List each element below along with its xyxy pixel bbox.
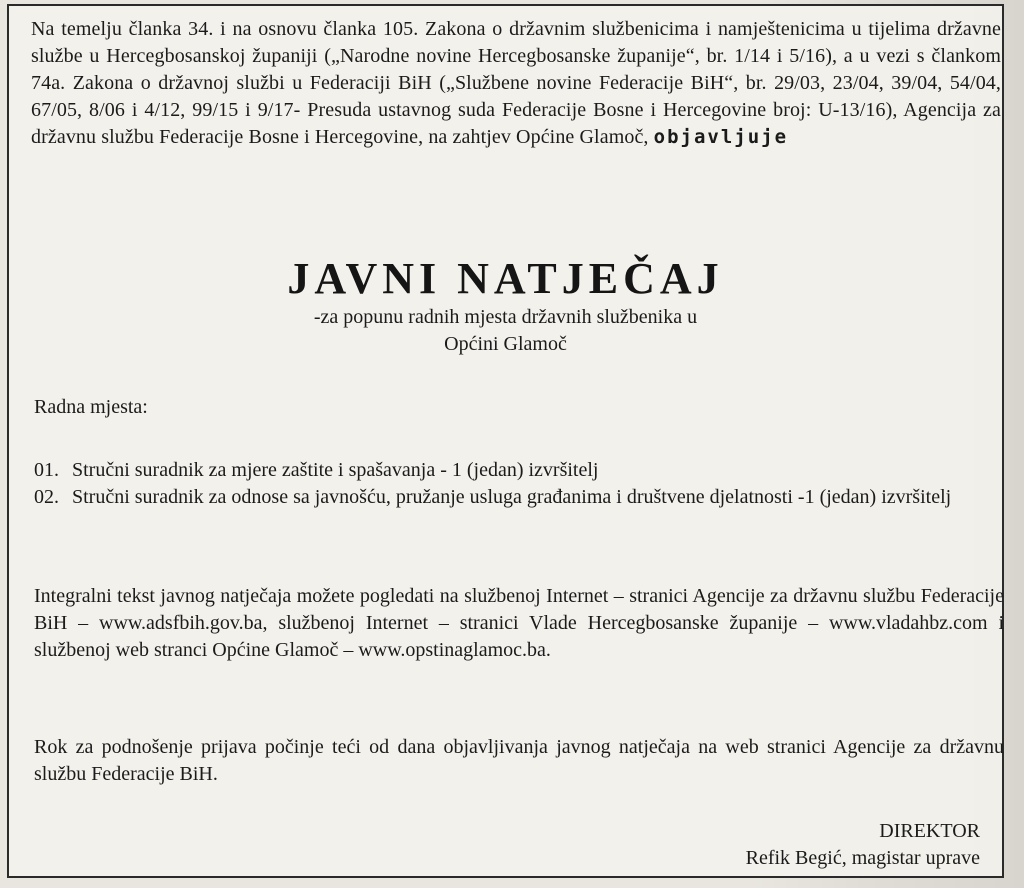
- list-item: [34, 457, 1004, 484]
- public-notice-box: [7, 4, 1004, 878]
- position-title: Stručni suradnik za odnose sa javnošću, pružanje usluga građanima i društvene djelatnosti -1 (jedan) izvršitelj: [72, 486, 952, 508]
- signature-block: [746, 818, 980, 872]
- deadline-paragraph: Rok za podnošenje prijava počinje teći od dana objavljivanja javnog natječaja na web stranici Agencije za državnu službu Federacije BiH.: [34, 736, 1004, 785]
- legal-basis-text: Na temelju članka 34. i na osnovu članka 105. Zakona o državnim službenicima i namještenicima u tijelima državne službe u Hercegbosanskoj županiji („Narodne novine Hercegbosanske županije“, br. 1/14 i 5/16), a u vezi s člankom 74a. Zakona o državnoj službi u Federaciji BiH („Službene novine Federacije BiH“, br. 29/03, 23/04, 39/04, 54/04, 67/05, 8/06 i 4/12, 99/15 i 9/17- Presuda ustavnog suda Federacije Bosne i Hercegovine broj: U-13/16), Agencija za državnu službu Federacije Bosne i Hercegovine, na zahtjev Općine Glamoč,: [31, 18, 1001, 148]
- notice-subtitle: [9, 304, 1002, 358]
- signatory-title: DIREKTOR: [879, 820, 980, 842]
- info-paragraph: Integralni tekst javnog natječaja možete pogledati na službenoj Internet – stranici Agencije za državnu službu Federacije BiH – www.adsfbih.gov.ba, službenoj Internet – stranici Vlade Hercegbosanske županije – www.vladahbz.com i službenoj web stranci Općine Glamoč – www.opstinaglamoc.ba.: [34, 585, 1004, 661]
- list-item: [34, 484, 1004, 511]
- subtitle-line-2: Općini Glamoč: [444, 333, 567, 355]
- subtitle-line-1: -za popunu radnih mjesta državnih službenika u: [313, 306, 698, 328]
- position-number: 02.: [34, 486, 59, 508]
- publishes-verb: objavljuje: [653, 126, 789, 148]
- notice-title: JAVNI NATJEČAJ: [287, 254, 724, 303]
- positions-list: [34, 457, 1004, 511]
- position-title: Stručni suradnik za mjere zaštite i spašavanja - 1 (jedan) izvršitelj: [72, 459, 599, 481]
- positions-heading: Radna mjesta:: [34, 396, 148, 418]
- legal-basis-paragraph: [31, 16, 1001, 151]
- position-number: 01.: [34, 459, 59, 481]
- signatory-name: Refik Begić, magistar uprave: [745, 847, 980, 869]
